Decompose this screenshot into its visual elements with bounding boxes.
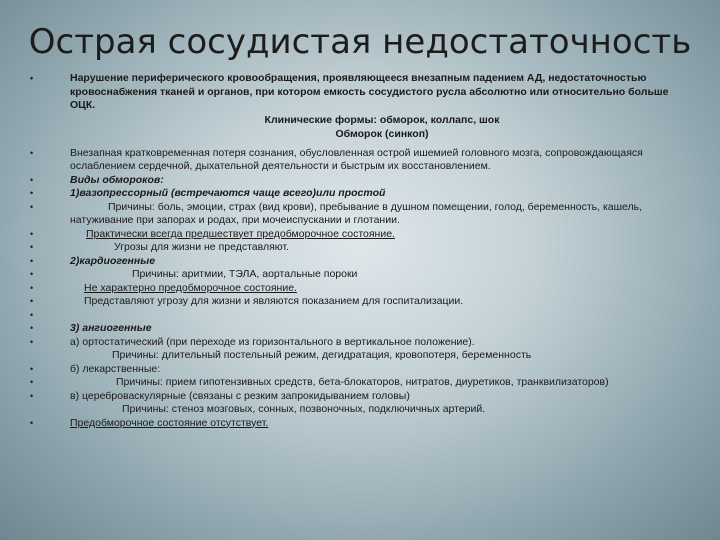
type3a-text: а) ортостатический (при переходе из горизонтального в вертикальное положение). (70, 335, 475, 348)
type1-heading: 1)вазопрессорный (встречаются чаще всего)или простой (70, 187, 386, 199)
type3c-text: в) цереброваскулярные (связаны с резким запрокидыванием головы) (70, 389, 410, 402)
intro-text: Нарушение периферического кровообращения, проявляющееся внезапным падением АД, недостаточностью кровоснабжения тканей и органов, при котором емкость сосудистого русла абсолютно или относительно больше ОЦК. (70, 72, 669, 111)
type3-heading: 3) ангиогенные (70, 322, 152, 334)
type3c-causes: Причины: стеноз мозговых, сонных, позвоночных, подключичных артерий. (122, 403, 486, 415)
bullet-icon: • (30, 269, 34, 279)
syncope-heading: Обморок (синкоп) (335, 127, 429, 140)
bullet-icon: • (30, 363, 34, 374)
bullet-icon: • (30, 188, 34, 198)
type1-causes-item (26, 201, 694, 228)
type3a-item (26, 336, 694, 363)
bullet-icon: • (30, 417, 34, 428)
type3b-text: б) лекарственные: (70, 362, 161, 375)
type3c-item (26, 390, 694, 417)
forms-heading: Клинические формы: обморок, коллапс, шок (264, 113, 500, 126)
type2-causes: Причины: аритмии, ТЭЛА, аортальные пороки (132, 268, 358, 280)
bullet-icon: • (30, 174, 34, 185)
type2-presyncope: Не характерно предобморочное состояние. (84, 281, 297, 294)
type1-presyncope: Практически всегда предшествует предобморочное состояние. (86, 227, 395, 240)
type1-causes: Причины: боль, эмоции, страх (вид крови), пребывание в душном помещении, голод, беременность, кашель, натуживание при запорах и родах, при мочеиспускании и глотании. (70, 200, 643, 226)
slide-content (26, 72, 694, 430)
bullet-icon: • (30, 147, 34, 158)
types-heading-item (26, 174, 694, 188)
bullet-icon: • (30, 390, 34, 401)
bullet-icon: • (30, 201, 34, 212)
type2-heading: 2)кардиогенные (70, 254, 156, 267)
intro-item (26, 72, 694, 113)
bullet-icon: • (30, 323, 34, 333)
bullet-icon: • (30, 255, 34, 266)
type1-presyncope-item (26, 228, 694, 242)
bullet-icon: • (30, 228, 34, 239)
bullet-icon: • (30, 73, 34, 83)
bullet-icon: • (30, 309, 34, 320)
type1-danger: Угрозы для жизни не представляют. (114, 241, 289, 253)
bullet-icon: • (30, 242, 34, 252)
type3b-causes-item (26, 376, 694, 390)
type2-presyncope-item (26, 282, 694, 296)
empty-item (26, 309, 694, 323)
slide-title: Острая сосудистая недостаточность (28, 22, 692, 62)
type2-danger-item (26, 295, 694, 309)
definition-item (26, 147, 694, 174)
type3b-item (26, 363, 694, 377)
type1-heading-item (26, 187, 694, 201)
type2-danger: Представляют угрозу для жизни и являются показанием для госпитализации. (84, 295, 464, 307)
type3a-causes: Причины: длительный постельный режим, дегидратация, кровопотеря, беременность (112, 349, 532, 361)
type3b-causes: Причины: прием гипотензивных средств, бета-блокаторов, нитратов, диуретиков, транквилизаторов) (116, 376, 609, 388)
type3c-presyncope: Предобморочное состояние отсутствует. (70, 416, 269, 429)
type3c-presyncope-item (26, 417, 694, 431)
types-heading: Виды обмороков: (70, 173, 164, 186)
bullet-icon: • (30, 377, 34, 387)
type3-heading-item (26, 322, 694, 336)
type2-causes-item (26, 268, 694, 282)
bullet-icon: • (30, 282, 34, 293)
bullet-icon: • (30, 336, 34, 347)
bullet-icon: • (30, 296, 34, 306)
definition-text: Внезапная кратковременная потеря сознания, обусловленная острой ишемией головного мозга, сопровождающаяся ослаблением сердечной, дыхательной деятельности и быстрым их восстановлением. (70, 146, 643, 172)
type2-heading-item (26, 255, 694, 269)
type1-danger-item (26, 241, 694, 255)
